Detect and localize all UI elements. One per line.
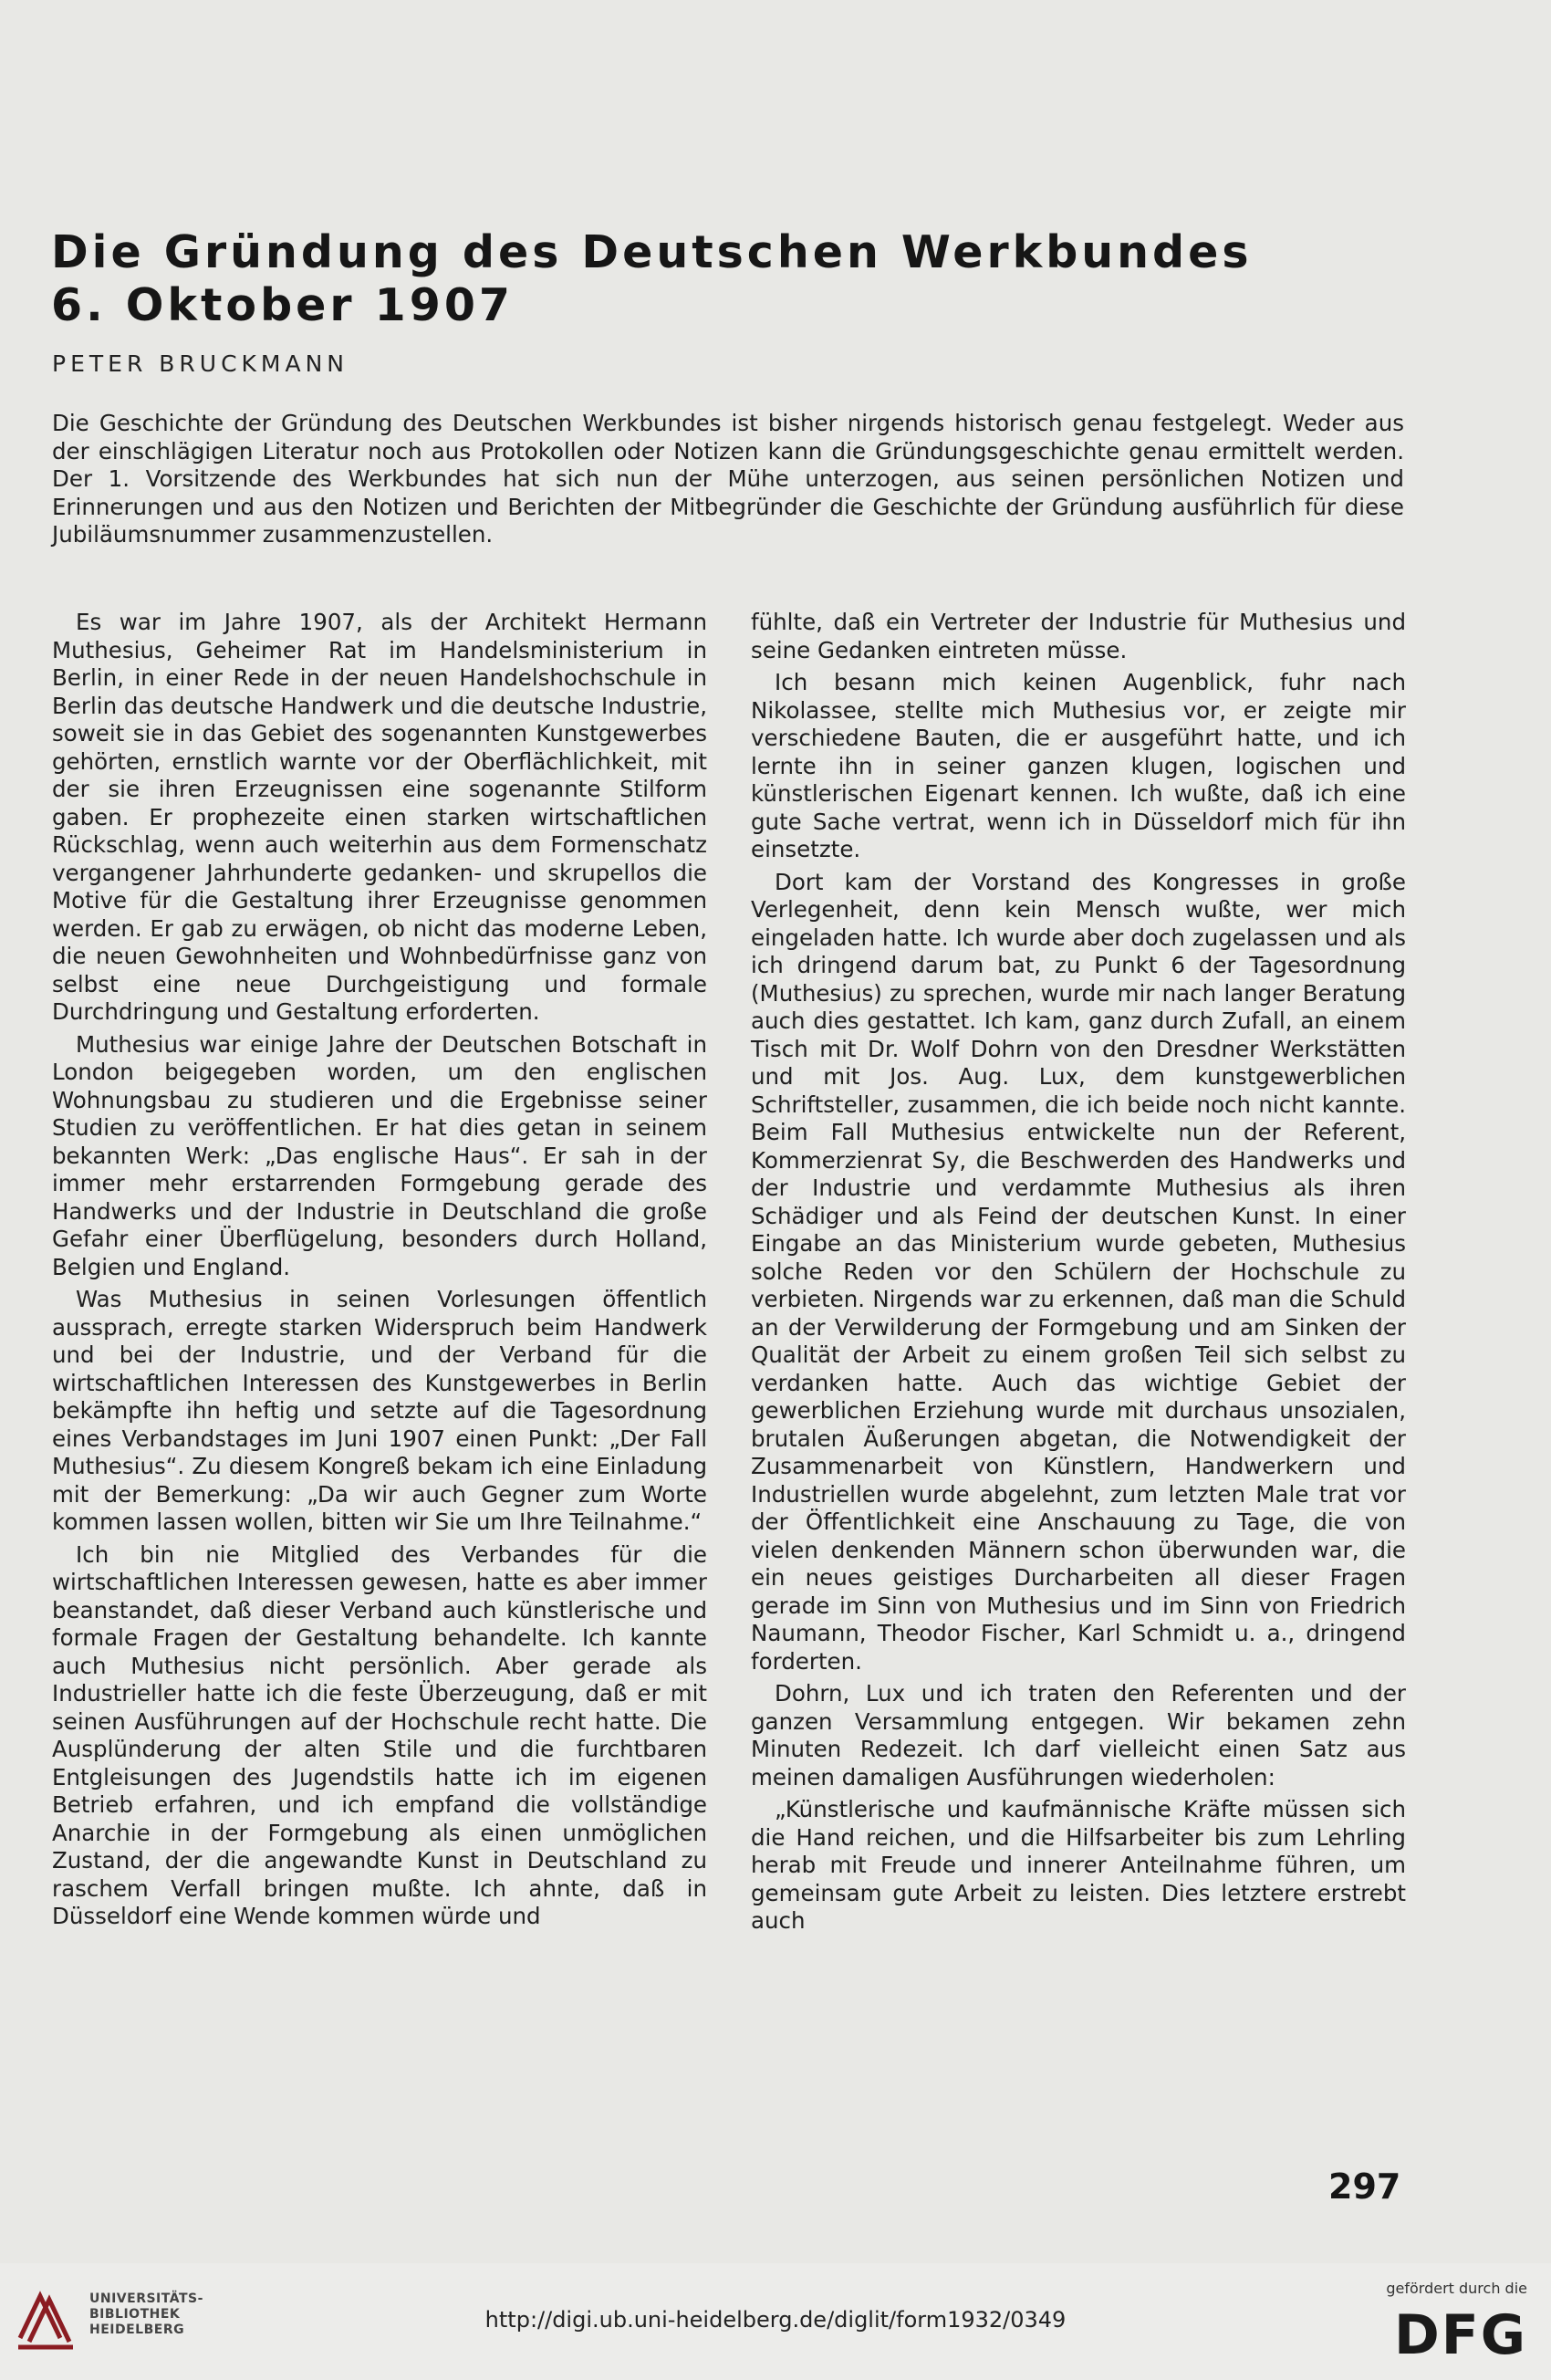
- library-name-line: HEIDELBERG: [89, 2323, 185, 2337]
- dfg-logo: DFG: [1393, 2303, 1527, 2367]
- paragraph: Dort kam der Vorstand des Kongresses in große Verlegenheit, denn kein Mensch wußte, wer mich eingeladen hatte. Ich wurde aber doch zugelassen und als ich dringend darum bat, zu Punkt 6 der Tagesordnung (Muthesius) zu sprechen, wurde mir nach langer Beratung auch dies gestattet. Ich kam, ganz durch Zufall, an einem Tisch mit Dr. Wolf Dohrn von den Dresdner Werkstätten und mit Jos. Aug. Lux, dem kunstgewerblichen Schriftsteller, zusammen, die ich beide noch nicht kannte. Beim Fall Muthesius entwickelte nun der Referent, Kommerzienrat Sy, die Beschwerden des Handwerks und der Industrie und verdammte Muthesius als ihren Schädiger und als Feind der deutschen Kunst. In einer Eingabe an das Ministerium wurde gebeten, Muthesius solche Reden vor den Schülern der Hochschule zu verbieten. Nirgends war zu erkennen, daß man die Schuld an der Verwilderung der Formgebung und am Sinken der Qualität der Arbeit zu einem großen Teil sich selbst zu verdanken hatte. Auch das wichtige Gebiet der gewerblichen Erziehung wurde mit durchaus unsozialen, brutalen Äußerungen abgetan, die Notwendigkeit der Zusammenarbeit von Künstlern, Handwerkern und Industriellen wurde abgelehnt, zum letzten Male trat vor der Öffentlichkeit eine Anschauung zu Tage, die von vielen denkenden Männern schon überwunden war, die ein neues geistiges Durcharbeiten all dieser Fragen gerade im Sinn von Muthesius und im Sinn von Friedrich Naumann, Theodor Fischer, Karl Schmidt u. a., dringend forderten.: [751, 868, 1406, 1675]
- paragraph: Muthesius war einige Jahre der Deutschen Botschaft in London beigegeben worden, um den englischen Wohnungsbau zu studieren und die Ergebnisse seiner Studien zu veröffentlichen. Er hat dies getan in seinem bekannten Werk: „Das englische Haus“. Er sah in der immer mehr erstarrenden Formgebung gerade des Handwerks und der Industrie in Deutschland die große Gefahr einer Überflügelung, besonders durch Holland, Belgien und England.: [52, 1030, 707, 1280]
- library-name-line: UNIVERSITÄTS-: [89, 2291, 203, 2306]
- author-name: PETER BRUCKMANN: [52, 350, 349, 377]
- right-column: [751, 609, 1406, 1940]
- paragraph: Ich bin nie Mitglied des Verbandes für die wirtschaftlichen Interessen gewesen, hatte es aber immer beanstandet, daß dieser Verband auch künstlerische und formale Fragen der Gestaltung behandelte. Ich kannte auch Muthesius nicht persönlich. Aber gerade als Industrieller hatte ich die feste Überzeugung, daß er mit seinen Ausführungen auf der Hochschule recht hatte. Die Ausplünderung der alten Stile und die furchtbaren Entgleisungen des Jugendstils hatte ich im eigenen Betrieb erfahren, und ich empfand die vollständige Anarchie in der Formgebung als einen unmöglichen Zustand, der die angewandte Kunst in Deutschland zu raschem Verfall bringen mußte. Ich ahnte, daß in Düsseldorf eine Wende kommen würde und: [52, 1540, 707, 1929]
- title-line-1: Die Gründung des Deutschen Werkbundes: [51, 226, 1253, 278]
- paragraph: fühlte, daß ein Vertreter der Industrie für Muthesius und seine Gedanken eintreten müsse.: [751, 609, 1406, 663]
- intro-text: Die Geschichte der Gründung des Deutschen Werkbundes ist bisher nirgends historisch genau festgelegt. Weder aus der einschlägigen Literatur noch aus Protokollen oder Notizen kann die Gründungsgeschichte genau ermittelt werden. Der 1. Vorsitzende des Werkbundes hat sich nun der Mühe unterzogen, aus seinen persönlichen Notizen und Erinnerungen und aus den Notizen und Berichten der Mitbegründer die Geschichte der Gründung ausführlich für diese Jubiläumsnummer zusammenzustellen.: [52, 410, 1404, 548]
- paragraph: Was Muthesius in seinen Vorlesungen öffentlich aussprach, erregte starken Widerspruch beim Handwerk und bei der Industrie, und der Verband für die wirtschaftlichen Interessen des Kunstgewerbes in Berlin bekämpfte ihn heftig und setzte auf die Tagesordnung eines Verbandstages im Juni 1907 einen Punkt: „Der Fall Muthesius“. Zu diesem Kongreß bekam ich eine Einladung mit der Bemerkung: „Da wir auch Gegner zum Worte kommen lassen wollen, bitten wir Sie um Ihre Teilnahme.“: [52, 1286, 707, 1535]
- paragraph: Ich besann mich keinen Augenblick, fuhr nach Nikolassee, stellte mich Muthesius vor, er zeigte mir verschiedene Bauten, die er ausgeführt hatte, und ich lernte ihn in seiner ganzen klugen, logischen und künstlerischen Eigenart kennen. Ich wußte, daß ich eine gute Sache vertrat, wenn ich in Düsseldorf mich für ihn einsetzte.: [751, 669, 1406, 862]
- page-number: 297: [1328, 2166, 1401, 2207]
- funded-by-label: gefördert durch die: [1386, 2280, 1527, 2297]
- library-name-line: BIBLIOTHEK: [89, 2307, 181, 2322]
- paragraph: „Künstlerische und kaufmännische Kräfte müssen sich die Hand reichen, und die Hilfsarbeiter bis zum Lehrling herab mit Freude und innerer Anteilnahme führen, um gemeinsam gute Arbeit zu leisten. Dies letztere erstrebt auch: [751, 1796, 1406, 1934]
- intro-paragraph: [52, 410, 1404, 549]
- title-line-2: 6. Oktober 1907: [51, 279, 515, 331]
- digital-library-link[interactable]: http://digi.ub.uni-heidelberg.de/diglit/form1932/0349: [484, 2307, 1067, 2333]
- left-column: [52, 609, 707, 1936]
- article-title: [51, 226, 1420, 332]
- paragraph: Dohrn, Lux und ich traten den Referenten und der ganzen Versammlung entgegen. Wir bekamen zehn Minuten Redezeit. Ich darf vielleicht einen Satz aus meinen damaligen Ausführungen wiederholen:: [751, 1680, 1406, 1790]
- paragraph: Es war im Jahre 1907, als der Architekt Hermann Muthesius, Geheimer Rat im Handelsministerium in Berlin, in einer Rede in der neuen Handelshochschule in Berlin das deutsche Handwerk und die deutsche Industrie, soweit sie in das Gebiet des sogenannten Kunstgewerbes gehörten, ernstlich warnte vor der Oberflächlichkeit, mit der sie ihren Erzeugnissen eine sogenannte Stilform gaben. Er prophezeite einen starken wirtschaftlichen Rückschlag, wenn auch weiterhin aus dem Formenschatz vergangener Jahrhunderte gedanken- und skrupellos die Motive für die Gestaltung ihrer Erzeugnisse genommen werden. Er gab zu erwägen, ob nicht das moderne Leben, die neuen Gewohnheiten und Wohnbedürfnisse ganz von selbst eine neue Durchgeistigung und formale Durchdringung und Gestaltung erforderten.: [52, 609, 708, 1025]
- digitization-footer: [0, 2263, 1551, 2380]
